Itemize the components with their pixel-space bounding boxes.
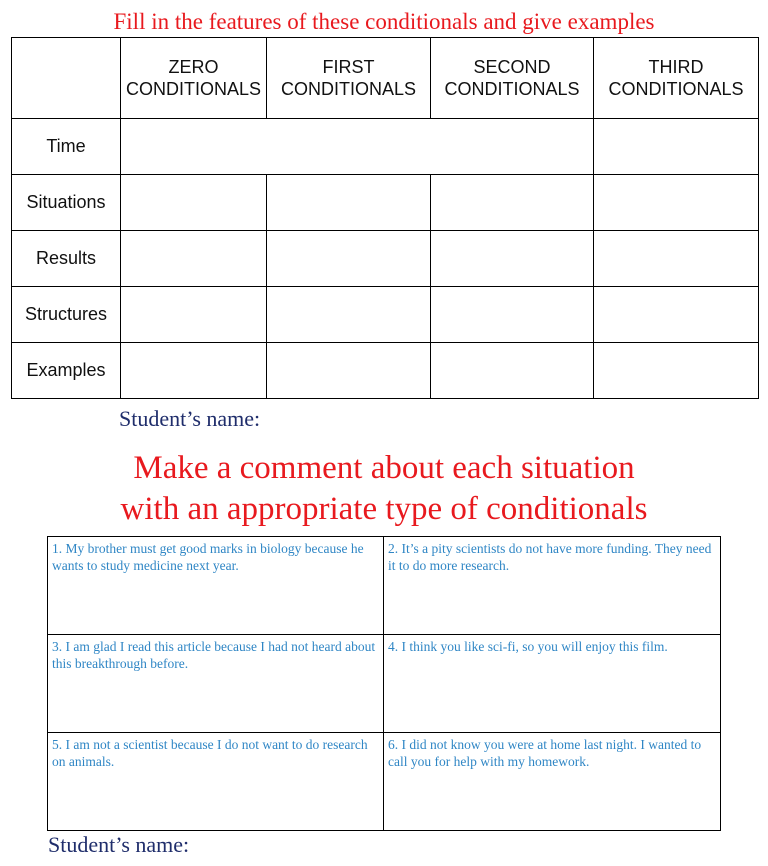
- table-row-time: [12, 119, 759, 175]
- row-label-examples: Examples: [12, 343, 121, 399]
- student-name-label: Student’s name:: [119, 406, 261, 431]
- situation-cell-1[interactable]: 1. My brother must get good marks in biology because he wants to study medicine next year.: [48, 537, 384, 635]
- situation-cell-2[interactable]: 2. It’s a pity scientists do not have more funding. They need it to do more research.: [384, 537, 721, 635]
- table-row-structures: [12, 287, 759, 343]
- situations-row: [48, 635, 721, 733]
- situations-grid: [47, 536, 721, 831]
- answer-cell[interactable]: [121, 343, 267, 399]
- header-corner-cell: [12, 38, 121, 119]
- situation-cell-5[interactable]: 5. I am not a scientist because I do not want to do research on animals.: [48, 733, 384, 831]
- situation-cell-6[interactable]: 6. I did not know you were at home last night. I wanted to call you for help with my homework.: [384, 733, 721, 831]
- answer-cell[interactable]: [431, 231, 594, 287]
- answer-cell[interactable]: [267, 287, 431, 343]
- time-cell-zero-to-second[interactable]: [121, 119, 594, 175]
- table-header-row: [12, 38, 759, 119]
- table-row-examples: [12, 343, 759, 399]
- row-label-situations: Situations: [12, 175, 121, 231]
- header-zero-conditionals: ZERO CONDITIONALS: [121, 38, 267, 119]
- exercise-title-line-2: with an appropriate type of conditionals: [120, 491, 648, 527]
- conditionals-table: [11, 37, 759, 399]
- answer-cell[interactable]: [431, 175, 594, 231]
- answer-cell[interactable]: [121, 175, 267, 231]
- answer-cell[interactable]: [267, 231, 431, 287]
- situation-cell-3[interactable]: 3. I am glad I read this article because I had not heard about this breakthrough before.: [48, 635, 384, 733]
- worksheet-title: Fill in the features of these conditionals and give examples: [113, 9, 655, 34]
- exercise-title-line-1: Make a comment about each situation: [133, 450, 635, 486]
- answer-cell[interactable]: [431, 343, 594, 399]
- situations-row: [48, 733, 721, 831]
- row-label-results: Results: [12, 231, 121, 287]
- answer-cell[interactable]: [121, 231, 267, 287]
- situation-cell-4[interactable]: 4. I think you like sci-fi, so you will enjoy this film.: [384, 635, 721, 733]
- answer-cell[interactable]: [121, 287, 267, 343]
- answer-cell[interactable]: [594, 343, 759, 399]
- answer-cell[interactable]: [594, 231, 759, 287]
- table-row-results: [12, 231, 759, 287]
- header-second-conditionals: SECOND CONDITIONALS: [431, 38, 594, 119]
- header-first-conditionals: FIRST CONDITIONALS: [267, 38, 431, 119]
- header-third-conditionals: THIRD CONDITIONALS: [594, 38, 759, 119]
- row-label-time: Time: [12, 119, 121, 175]
- answer-cell[interactable]: [594, 175, 759, 231]
- situations-row: [48, 537, 721, 635]
- answer-cell[interactable]: [431, 287, 594, 343]
- time-cell-third[interactable]: [594, 119, 759, 175]
- table-row-situations: [12, 175, 759, 231]
- answer-cell[interactable]: [267, 343, 431, 399]
- student-name-label: Student’s name:: [48, 832, 190, 857]
- answer-cell[interactable]: [594, 287, 759, 343]
- exercise-title: [0, 448, 768, 530]
- row-label-structures: Structures: [12, 287, 121, 343]
- answer-cell[interactable]: [267, 175, 431, 231]
